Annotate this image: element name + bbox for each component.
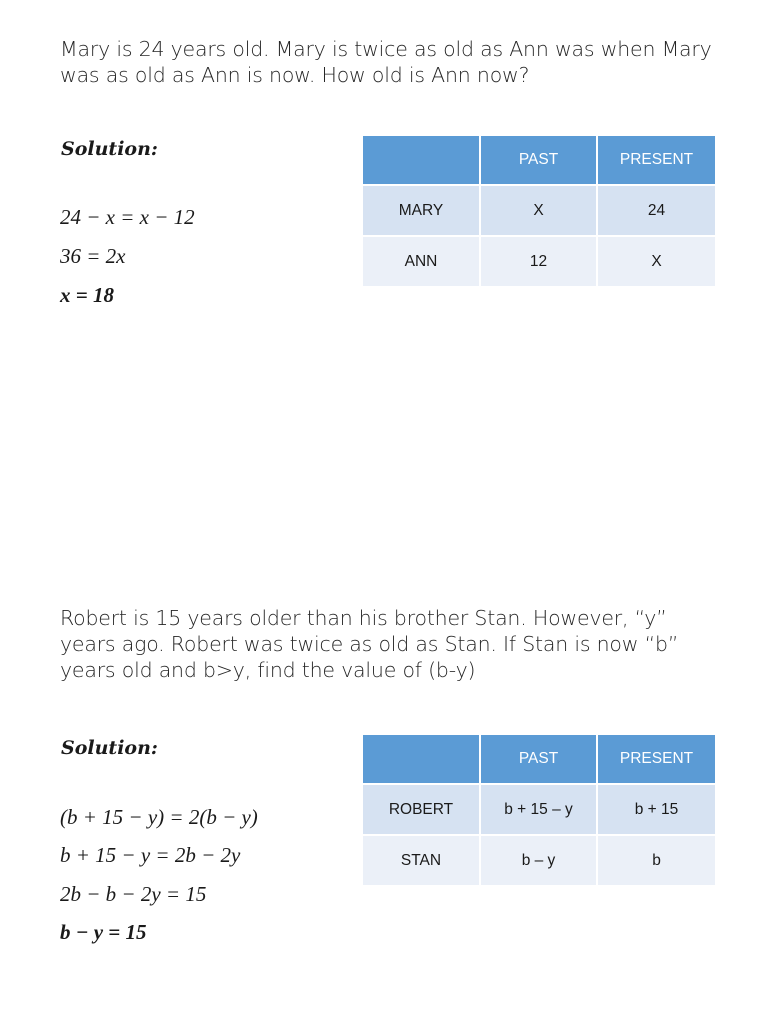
- table-row: [363, 784, 715, 835]
- header-past: PAST: [480, 735, 597, 784]
- present-cell: X: [597, 236, 715, 287]
- problem-1-text: Mary is 24 years old. Mary is twice as old as Ann was when Mary was as old as Ann is now. How old is Ann now?: [60, 37, 712, 87]
- past-cell: 12: [480, 236, 597, 287]
- present-cell: b: [597, 835, 715, 886]
- solution-label-1: Solution:: [61, 138, 158, 160]
- equation-2-1: (b + 15 − y) = 2(b − y): [60, 805, 258, 829]
- header-present: PRESENT: [597, 735, 715, 784]
- equation-2-3: 2b − b − 2y = 15: [60, 882, 207, 906]
- header-empty: [363, 136, 480, 185]
- table-row: [363, 835, 715, 886]
- age-table-2: [363, 735, 715, 887]
- equation-1-3: x = 18: [60, 283, 114, 307]
- table-row: [363, 185, 715, 236]
- past-cell: b – y: [480, 835, 597, 886]
- header-empty: [363, 735, 480, 784]
- header-present: PRESENT: [597, 136, 715, 185]
- header-past: PAST: [480, 136, 597, 185]
- equation-2-2: b + 15 − y = 2b − 2y: [60, 843, 241, 867]
- problem-2-text: Robert is 15 years older than his brother Stan. However, “y” years ago. Robert was twice as old as Stan. If Stan is now “b” years old and b>y, find the value of (b-y): [60, 606, 679, 682]
- row-label: MARY: [363, 185, 480, 236]
- equation-2-4: b − y = 15: [60, 920, 147, 944]
- table-header-row: [363, 735, 715, 784]
- present-cell: b + 15: [597, 784, 715, 835]
- row-label: ROBERT: [363, 784, 480, 835]
- equation-1-2: 36 = 2x: [60, 244, 126, 268]
- table-row: [363, 236, 715, 287]
- row-label: ANN: [363, 236, 480, 287]
- past-cell: b + 15 – y: [480, 784, 597, 835]
- past-cell: X: [480, 185, 597, 236]
- present-cell: 24: [597, 185, 715, 236]
- age-table-1: [363, 136, 715, 288]
- row-label: STAN: [363, 835, 480, 886]
- equation-1-1: 24 − x = x − 12: [60, 205, 195, 229]
- solution-label-2: Solution:: [61, 737, 158, 759]
- table-header-row: [363, 136, 715, 185]
